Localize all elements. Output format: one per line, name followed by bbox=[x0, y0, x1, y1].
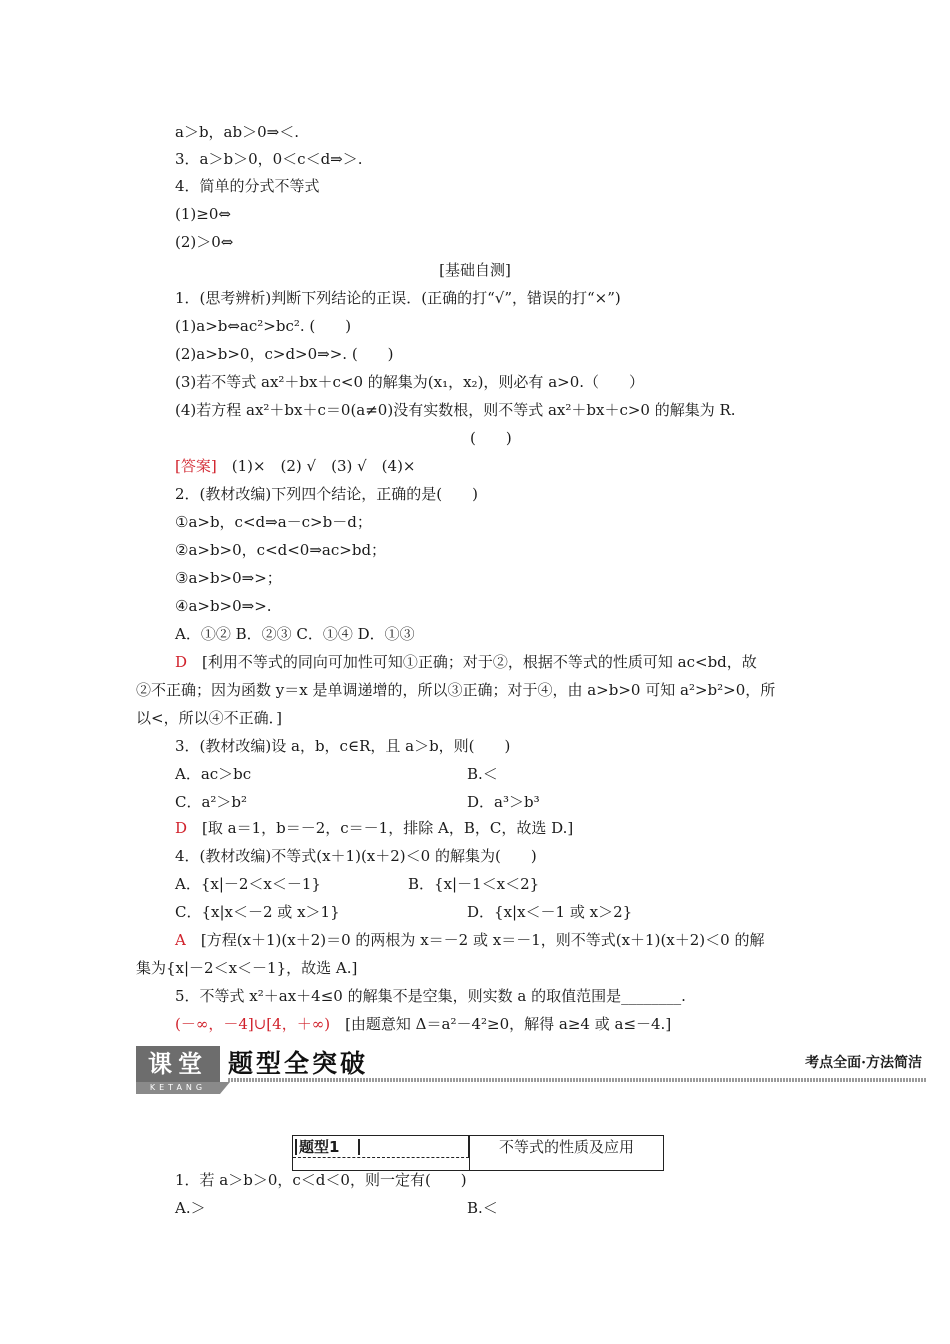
answer-mark: [答案] bbox=[175, 457, 217, 475]
text-line: ②a>b>0，c<d<0⇒ac>bd； bbox=[175, 541, 387, 559]
question-type-box bbox=[292, 1135, 664, 1171]
text-line: B.＜ bbox=[467, 765, 498, 783]
text-line: 4．(教材改编)不等式(x＋1)(x＋2)＜0 的解集为( ) bbox=[175, 847, 537, 865]
banner-label-en: KETANG bbox=[136, 1082, 220, 1094]
banner-title: 题型全突破 bbox=[228, 1049, 369, 1078]
text-line: D．{x|x＜－1 或 x＞2} bbox=[467, 903, 633, 921]
section-heading: [基础自测] bbox=[439, 261, 511, 279]
answer-mark: A bbox=[175, 931, 186, 949]
text-line: 集为{x|－2＜x＜－1}，故选 A.] bbox=[136, 959, 358, 977]
text-line: ③a>b>0⇒>； bbox=[175, 569, 282, 587]
section-banner bbox=[136, 1046, 926, 1094]
text-line: ①a>b，c<d⇒a－c>b－d； bbox=[175, 513, 372, 531]
question-type-name: 不等式的性质及应用 bbox=[498, 1138, 634, 1156]
text-line: A．①② B．②③ C．①④ D．①③ bbox=[175, 625, 415, 643]
text-line: (4)若方程 ax²＋bx＋c＝0(a≠0)没有实数根，则不等式 ax²＋bx＋c>0 的解集为 R. bbox=[175, 401, 736, 419]
text-line: 1．(思考辨析)判断下列结论的正误．(正确的打“√”，错误的打“×”) bbox=[175, 289, 621, 307]
answer-line bbox=[175, 930, 764, 950]
text-line: ( ) bbox=[470, 429, 512, 447]
text-line: C．a²＞b² bbox=[175, 793, 248, 811]
text-line: A．{x|－2＜x＜－1} bbox=[175, 875, 321, 893]
text-line: a＞b，ab＞0⇒＜. bbox=[175, 123, 299, 141]
answer-explanation: [利用不等式的同向可加性可知①正确；对于②，根据不等式的性质可知 ac<bd，故 bbox=[187, 653, 757, 671]
answer-explanation: [由题意知 Δ＝a²－4²≥0，解得 a≥4 或 a≤－4.] bbox=[330, 1015, 672, 1033]
text-line: (2)a>b>0，c>d>0⇒>. ( ) bbox=[175, 345, 394, 363]
banner-corner-decoration bbox=[220, 1082, 230, 1094]
answer-explanation: [方程(x＋1)(x＋2)＝0 的两根为 x＝－2 或 x＝－1，则不等式(x＋1)(x＋2)＜0 的解 bbox=[185, 931, 765, 949]
text-line: (3)若不等式 ax²＋bx＋c<0 的解集为(x₁，x₂)，则必有 a>0.（ ） bbox=[175, 373, 645, 391]
answer-mark: D bbox=[175, 819, 188, 837]
answer-mark: (－∞，－4]∪[4，＋∞) bbox=[175, 1015, 331, 1033]
text-line: 4．简单的分式不等式 bbox=[175, 177, 320, 195]
text-line: 3．(教材改编)设 a，b，c∈R，且 a＞b，则( ) bbox=[175, 737, 511, 755]
text-line: ②不正确；因为函数 y＝x 是单调递增的，所以③正确；对于④，由 a>b>0 可知 a²>b²>0，所 bbox=[136, 681, 776, 699]
text-line: 1．若 a＞b＞0，c＜d＜0，则一定有( ) bbox=[175, 1171, 467, 1189]
answer-line bbox=[175, 818, 573, 838]
text-line: B.＜ bbox=[467, 1199, 498, 1217]
answer-line bbox=[175, 456, 416, 476]
text-line: B．{x|－1＜x＜2} bbox=[408, 875, 540, 893]
banner-slogan: 考点全面·方法简洁 bbox=[805, 1055, 922, 1071]
answer-mark: D bbox=[175, 653, 188, 671]
text-line: 以<，所以④不正确．] bbox=[136, 709, 282, 727]
banner-label: 课堂 bbox=[136, 1046, 220, 1082]
question-type-label: 题型1 bbox=[293, 1136, 469, 1158]
text-line: (2)＞0⇔ bbox=[175, 233, 234, 251]
text-line: 3．a＞b＞0，0＜c＜d⇒＞. bbox=[175, 150, 363, 168]
text-line: A．ac＞bc bbox=[175, 765, 252, 783]
text-line: 2．(教材改编)下列四个结论，正确的是( ) bbox=[175, 485, 478, 503]
text-line: D．a³＞b³ bbox=[467, 793, 540, 811]
text-line: (1)a>b⇔ac²>bc². ( ) bbox=[175, 317, 352, 335]
answer-explanation: (1)× (2) √ (3) √ (4)× bbox=[216, 457, 416, 475]
text-line: (1)≥0⇔ bbox=[175, 205, 231, 223]
text-line: ④a>b>0⇒>. bbox=[175, 597, 272, 615]
text-line: C．{x|x＜－2 或 x＞1} bbox=[175, 903, 340, 921]
answer-explanation: [取 a＝1，b＝－2，c＝－1，排除 A，B，C，故选 D.] bbox=[187, 819, 574, 837]
answer-line bbox=[175, 652, 757, 672]
banner-rule bbox=[228, 1078, 926, 1082]
text-line: A.＞ bbox=[175, 1199, 206, 1217]
text-line: 5．不等式 x²＋ax＋4≤0 的解集不是空集，则实数 a 的取值范围是________. bbox=[175, 987, 686, 1005]
answer-line bbox=[175, 1014, 671, 1034]
